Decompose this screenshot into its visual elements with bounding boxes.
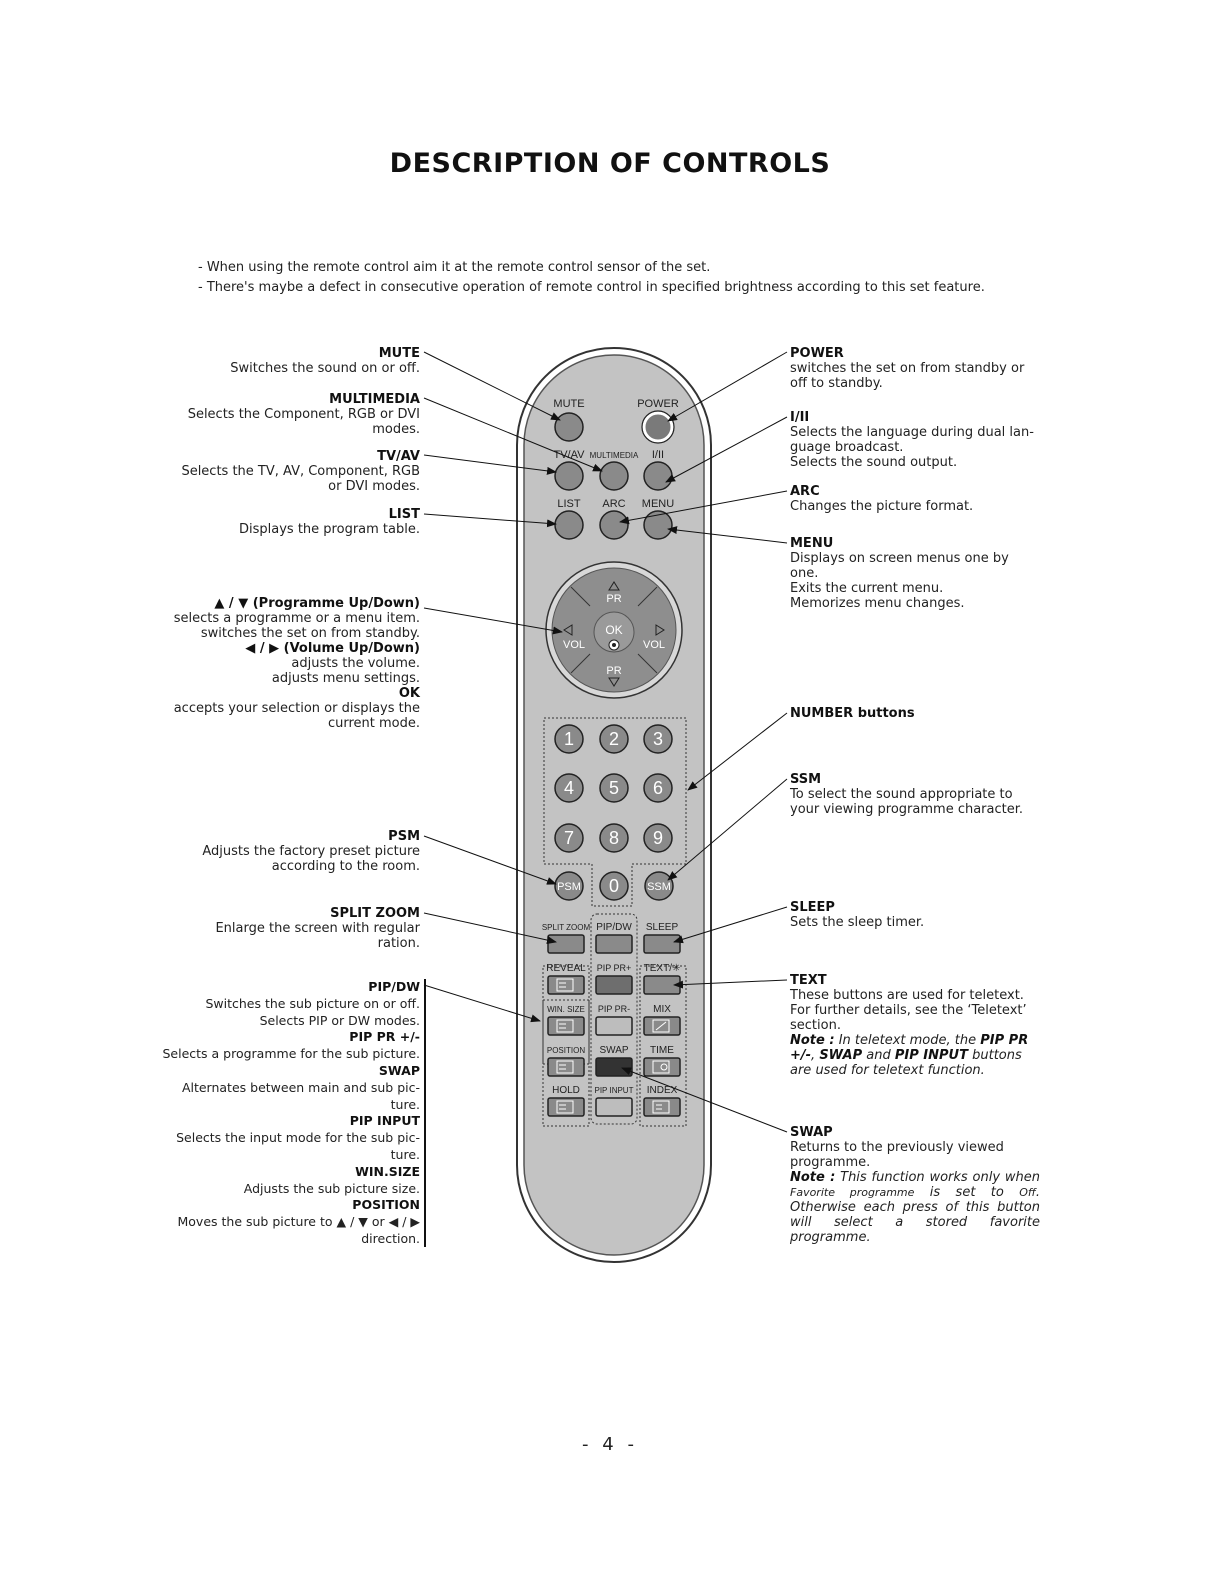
pipinput-button[interactable] bbox=[596, 1098, 632, 1116]
remote-menu-label: MENU bbox=[641, 498, 675, 510]
label-desc: ration. bbox=[377, 936, 420, 951]
position-label: POSITION bbox=[546, 1046, 586, 1055]
digit-label: 4 bbox=[563, 778, 575, 798]
splitzoom-button[interactable] bbox=[548, 935, 584, 953]
remote-list-label: LIST bbox=[557, 498, 581, 510]
label-desc: Switches the sound on or off. bbox=[230, 361, 420, 376]
label-desc: To select the sound appropriate to bbox=[790, 787, 1013, 802]
list-button[interactable] bbox=[555, 511, 583, 539]
label-desc: Displays the program table. bbox=[239, 522, 420, 537]
label-name: WIN.SIZE bbox=[355, 1163, 420, 1179]
page-number: - 4 - bbox=[582, 1434, 638, 1455]
label-desc: adjusts the volume. bbox=[291, 656, 420, 671]
vol-left-label: VOL bbox=[562, 639, 586, 651]
label-name: SLEEP bbox=[790, 900, 835, 915]
label-desc: Memorizes menu changes. bbox=[790, 596, 965, 611]
label-desc: Adjusts the factory preset picture bbox=[202, 844, 420, 859]
label-desc: Selects the sound output. bbox=[790, 455, 958, 470]
label-desc: Moves the sub picture to ▲ / ▼ or ◀ / ▶ bbox=[177, 1214, 420, 1230]
label-desc: Selects the input mode for the sub pic- bbox=[176, 1130, 420, 1146]
label-desc: Enlarge the screen with regular bbox=[215, 921, 420, 936]
remote-power-label: POWER bbox=[637, 398, 679, 410]
label-desc: Selects the TV, AV, Component, RGB bbox=[181, 464, 420, 479]
psm-label: PSM bbox=[557, 881, 581, 893]
label-name: SWAP bbox=[378, 1062, 420, 1078]
label-desc: switches the set on from standby. bbox=[200, 626, 420, 641]
ssm-label: SSM bbox=[647, 881, 671, 893]
sleep-button[interactable] bbox=[644, 935, 680, 953]
label-desc: programme. bbox=[790, 1155, 871, 1170]
label-desc: one. bbox=[790, 566, 819, 581]
label-name: MENU bbox=[790, 536, 834, 551]
label-desc: according to the room. bbox=[271, 859, 420, 874]
pr-up-label: PR bbox=[606, 593, 622, 605]
label-desc: Selects a programme for the sub picture. bbox=[162, 1046, 420, 1062]
pipdw-button[interactable] bbox=[596, 935, 632, 953]
label-name: NUMBER buttons bbox=[790, 706, 915, 721]
text-label: TEXT/✳ bbox=[643, 963, 681, 974]
label-name: TV/AV bbox=[377, 449, 420, 464]
label-desc: Alternates between main and sub pic- bbox=[181, 1079, 420, 1095]
remote-i-ii-label: I/II bbox=[651, 449, 665, 461]
label-desc: These buttons are used for teletext. bbox=[790, 988, 1024, 1003]
note-1: - When using the remote control aim it at the remote control sensor of the set. bbox=[198, 260, 711, 275]
swap-button[interactable] bbox=[596, 1058, 632, 1076]
label-name: OK bbox=[398, 686, 420, 701]
label-desc: Returns to the previously viewed bbox=[790, 1140, 1004, 1155]
label-name: PSM bbox=[388, 829, 420, 844]
label-desc: Changes the picture format. bbox=[790, 499, 974, 514]
label-desc: your viewing programme character. bbox=[790, 802, 1024, 817]
label-desc: Switches the sub picture on or off. bbox=[205, 995, 420, 1011]
label-name: (Volume Up/Down) bbox=[283, 641, 420, 656]
digit-label: 8 bbox=[608, 828, 620, 848]
digit-label: 1 bbox=[563, 729, 575, 749]
label-desc: Selects the Component, RGB or DVI bbox=[187, 407, 420, 422]
label-desc: modes. bbox=[372, 422, 420, 437]
arc-button[interactable] bbox=[600, 511, 628, 539]
power-button[interactable] bbox=[644, 413, 672, 441]
label-name: LIST bbox=[388, 507, 420, 522]
pipprminus-label: PIP PR- bbox=[597, 1004, 631, 1014]
label-desc: off to standby. bbox=[790, 376, 883, 391]
label-desc: switches the set on from standby or bbox=[790, 361, 1025, 376]
label-name: PIP/DW bbox=[368, 979, 420, 994]
label-name: MUTE bbox=[378, 346, 420, 361]
remote-multimedia-label: MULTIMEDIA bbox=[589, 451, 639, 460]
digit-label: 9 bbox=[652, 828, 664, 848]
label-desc: selects a programme or a menu item. bbox=[173, 611, 420, 626]
label-desc: ture. bbox=[390, 1146, 420, 1162]
index-label: INDEX bbox=[646, 1085, 678, 1096]
label-desc: Selects the language during dual lan- bbox=[790, 425, 1034, 440]
swap-note: Note : This function works only when Favorite programme is set to Off. Otherwise each press of this button will select a stored favorite programme. bbox=[790, 1170, 1040, 1245]
hold-label: HOLD bbox=[552, 1085, 580, 1096]
pipprminus-button[interactable] bbox=[596, 1017, 632, 1035]
digit-label: 2 bbox=[608, 729, 620, 749]
label-desc: adjusts menu settings. bbox=[271, 671, 420, 686]
sleep-label: SLEEP bbox=[645, 922, 679, 933]
label-name: I/II bbox=[790, 410, 810, 425]
label-name: PIP PR +/- bbox=[349, 1029, 420, 1045]
label-name: TEXT bbox=[790, 973, 827, 988]
label-desc: accepts your selection or displays the bbox=[173, 701, 420, 716]
swap-label: SWAP bbox=[599, 1045, 629, 1056]
label-desc: Displays on screen menus one by bbox=[790, 551, 1009, 566]
remote-mute-label: MUTE bbox=[553, 398, 585, 410]
label-arrows: ◀ / ▶ bbox=[245, 641, 280, 656]
label-name: (Programme Up/Down) bbox=[252, 596, 420, 611]
pipprplus-label: PIP PR+ bbox=[596, 963, 632, 973]
digit-label: 0 bbox=[608, 876, 620, 896]
digit-label: 3 bbox=[652, 729, 664, 749]
text-note: Note : In teletext mode, the PIP PR +/-, SWAP and PIP INPUT buttons are used for teletext function. bbox=[790, 1033, 1029, 1078]
label-desc: ture. bbox=[390, 1096, 420, 1112]
label-desc: Sets the sleep timer. bbox=[790, 915, 925, 930]
label-name: ARC bbox=[790, 484, 820, 499]
label-desc: Selects PIP or DW modes. bbox=[259, 1012, 420, 1028]
time-label: TIME bbox=[650, 1045, 674, 1056]
label-desc: or DVI modes. bbox=[328, 479, 420, 494]
multimedia-button[interactable] bbox=[600, 462, 628, 490]
label-desc: Adjusts the sub picture size. bbox=[243, 1180, 420, 1196]
label-name: POSITION bbox=[352, 1197, 420, 1213]
label-name: SWAP bbox=[790, 1125, 833, 1140]
label-desc: current mode. bbox=[327, 716, 420, 731]
label-desc: For further details, see the ‘Teletext’ bbox=[790, 1003, 1027, 1018]
ok-label: OK bbox=[605, 623, 623, 637]
i-ii-button[interactable] bbox=[644, 462, 672, 490]
winsize-label: WIN. SIZE bbox=[547, 1005, 585, 1014]
remote-arc-label: ARC bbox=[602, 498, 626, 510]
remote-tvav-label: TV/AV bbox=[553, 449, 585, 461]
label-desc: guage broadcast. bbox=[790, 440, 904, 455]
pipinput-label: PIP INPUT bbox=[594, 1086, 634, 1095]
note-2: - There's maybe a defect in consecutive operation of remote control in specified brightness according to this set feature. bbox=[198, 280, 985, 295]
label-desc: section. bbox=[790, 1018, 841, 1033]
digit-label: 7 bbox=[563, 828, 575, 848]
digit-label: 5 bbox=[608, 778, 620, 798]
tvav-button[interactable] bbox=[555, 462, 583, 490]
label-name: SPLIT ZOOM bbox=[330, 906, 420, 921]
label-name: SSM bbox=[790, 772, 822, 787]
pr-down-label: PR bbox=[606, 665, 622, 677]
pipdw-label: PIP/DW bbox=[596, 922, 632, 933]
reveal-label: REVEAL bbox=[546, 963, 586, 974]
pipprplus-button[interactable] bbox=[596, 976, 632, 994]
mix-label: MIX bbox=[653, 1004, 671, 1015]
digit-label: 6 bbox=[652, 778, 664, 798]
splitzoom-label: SPLIT ZOOM bbox=[541, 923, 591, 932]
vol-right-label: VOL bbox=[642, 639, 666, 651]
label-name: PIP INPUT bbox=[349, 1113, 420, 1129]
page-title: DESCRIPTION OF CONTROLS bbox=[389, 148, 831, 179]
label-arrows: ▲ / ▼ bbox=[214, 596, 249, 611]
label-name: MULTIMEDIA bbox=[329, 392, 420, 407]
label-name: POWER bbox=[790, 346, 844, 361]
label-desc: Exits the current menu. bbox=[790, 581, 944, 596]
label-desc: direction. bbox=[361, 1230, 420, 1246]
mute-button[interactable] bbox=[555, 413, 583, 441]
